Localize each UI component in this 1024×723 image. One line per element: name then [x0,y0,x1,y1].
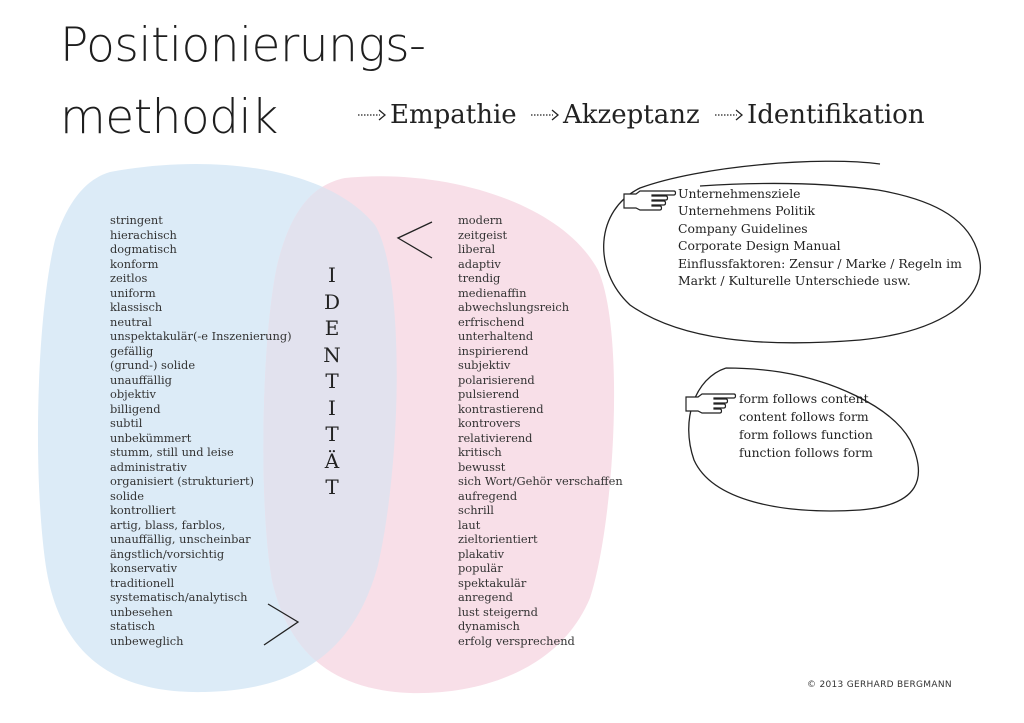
attribute-item: kritisch [458,445,502,459]
attribute-item: billigend [110,401,161,416]
progressive-attributes-list [458,213,623,648]
attribute-item: lust steigernd [458,604,538,619]
attribute-item: bewusst [458,459,506,474]
attribute-item: zeitgeist [458,227,508,242]
attribute-item: klassisch [110,300,163,314]
identity-letter: I [328,395,336,420]
attribute-item: zeitlos [110,271,148,285]
attribute-item: unbekümmert [110,430,192,445]
attribute-item: adaptiv [458,256,501,271]
identity-letter: D [323,289,341,314]
attribute-item: unterhaltend [458,329,534,343]
attribute-item: erfolg versprechend [458,633,575,648]
attribute-item: kontrovers [458,416,521,430]
identity-letter: Ä [324,448,340,473]
pointing-hand-icon [686,394,736,413]
attribute-item: kontrastierend [458,401,544,416]
identity-letter: I [328,263,336,287]
arrow-right-icon [531,108,561,122]
attribute-item: (grund-) solide [110,358,196,372]
step-akzeptanz [531,100,700,130]
attribute-item: traditionell [110,575,175,590]
attribute-item: populär [458,561,503,575]
goal-item: Corporate Design Manual [678,238,841,254]
attribute-item: aufregend [458,488,518,503]
step-label: Akzeptanz [563,100,700,130]
attribute-item: administrativ [110,459,187,474]
goal-item: Markt / Kulturelle Unterschiede usw. [678,273,911,289]
step-identifikation [715,100,925,130]
conservative-attributes-list [110,213,292,648]
attribute-item: subtil [110,416,143,430]
attribute-item: statisch [110,619,155,633]
attribute-item: polarisierend [458,372,535,387]
identity-letter: N [323,342,341,367]
attribute-item: pulsierend [458,387,520,401]
page-title-line-1: Positionierungs- [60,18,426,73]
form-principle-item: form follows function [739,427,873,442]
step-empathie [358,100,517,130]
attribute-item: abwechslungsreich [458,300,570,314]
goal-item: Einflussfaktoren: Zensur / Marke / Regeln im [678,255,962,271]
arrow-right-icon [358,108,388,122]
identity-letter: T [325,422,339,446]
form-principle-item: function follows form [739,445,873,460]
attribute-item: neutral [110,314,152,329]
attribute-item: medienaffin [458,285,527,300]
attribute-item: konservativ [110,561,178,575]
attribute-item: liberal [458,242,496,256]
form-principles-list [739,390,873,462]
attribute-item: dynamisch [458,619,520,633]
goal-item: Unternehmensziele [678,186,801,201]
attribute-item: unauffällig, unscheinbar [110,532,251,546]
page-title-line-2: methodik [60,90,278,145]
attribute-item: relativierend [458,430,533,445]
step-label: Empathie [390,100,517,130]
attribute-item: inspirierend [458,343,529,358]
attribute-item: organisiert (strukturiert) [110,474,254,488]
attribute-item: unauffällig [110,372,172,387]
attribute-item: solide [110,488,145,503]
attribute-item: unbesehen [110,604,173,619]
attribute-item: systematisch/analytisch [110,590,248,604]
attribute-item: ängstlich/vorsichtig [110,546,225,561]
attribute-item: modern [458,213,503,227]
attribute-item: trendig [458,271,501,285]
corporate-goals-list [678,185,962,289]
arrow-right-icon [715,108,745,122]
attribute-item: konform [110,256,159,271]
pointing-hand-icon [624,191,676,210]
attribute-item: unbeweglich [110,633,184,648]
attribute-item: zieltorientiert [458,532,538,546]
attribute-item: dogmatisch [110,242,177,256]
attribute-item: hierachisch [110,227,177,242]
attribute-item: plakativ [458,546,505,561]
identity-word [318,262,346,501]
goal-item: Unternehmens Politik [678,203,815,219]
attribute-item: subjektiv [458,358,511,372]
goal-item: Company Guidelines [678,220,808,236]
attribute-item: laut [458,517,481,532]
attribute-item: spektakulär [458,575,527,590]
attribute-item: erfrischend [458,314,525,329]
form-principle-item: form follows content [739,391,869,406]
attribute-item: stumm, still und leise [110,445,234,459]
attribute-item: artig, blass, farblos, [110,517,226,532]
form-principle-item: content follows form [739,409,869,424]
identity-letter: T [325,475,339,499]
attribute-item: stringent [110,213,163,227]
identity-letter: T [325,369,339,393]
attribute-item: schrill [458,503,494,517]
step-label: Identifikation [747,100,925,130]
attribute-item: anregend [458,590,513,604]
attribute-item: unspektakulär(-e Inszenierung) [110,329,292,343]
attribute-item: gefällig [110,343,154,358]
attribute-item: kontrolliert [110,503,176,517]
identity-letter: E [324,316,340,340]
attribute-item: objektiv [110,387,156,401]
attribute-item: sich Wort/Gehör verschaffen [458,474,623,488]
copyright-note: © 2013 GERHARD BERGMANN [807,680,952,690]
attribute-item: uniform [110,285,156,300]
